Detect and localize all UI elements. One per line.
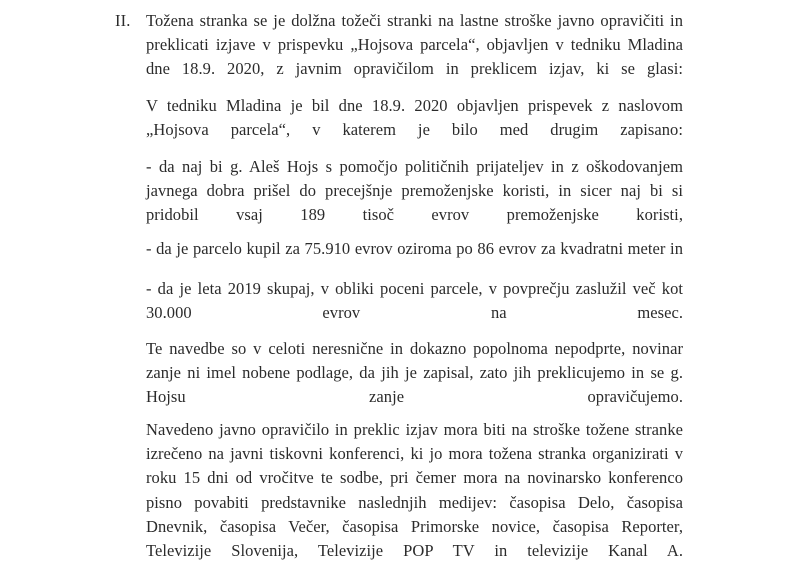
clause-lead-paragraph: Tožena stranka se je dolžna tožeči stranki na lastne stroške javno opravičiti in preklicati izjave v prispevku „Hojsova parcela“, objavljen v tedniku Mladina dne 18.9. 2020, z javnim opravičilom in preklicem izjav, ki se glasi: [146,11,683,79]
paragraph-text: Te navedbe so v celoti neresnične in dokazno popolnoma nepodprte, novinar zanje ni imel nobene podlage, da jih je zapisal, zato jih preklicujemo in se g. Hojsu zanje opravičujemo. [146,339,683,407]
clause-body [146,9,683,106]
paragraph-text: V tedniku Mladina je bil dne 18.9. 2020 objavljen prispevek z naslovom „Hojsova parcela“, v katerem je bilo med drugim zapisano: [146,96,683,140]
paragraph-text: - da naj bi g. Aleš Hojs s pomočjo političnih prijateljev in z oškodovanjem javnega dobra prišel do precejšnje premoženjske koristi, in sicer naj bi si pridobil vsaj 189 tisoč evrov premoženjske koristi, [146,157,683,225]
paragraph-order [146,418,683,587]
clause-item-ii [115,9,683,106]
paragraph-text: - da je leta 2019 skupaj, v obliki poceni parcele, v povprečju zaslužil več kot 30.000 evrov na mesec. [146,279,683,323]
clause-marker: II. [115,11,131,30]
paragraph-text: - da je parcelo kupil za 75.910 evrov oziroma po 86 evrov za kvadratni meter in [146,239,683,258]
paragraph-text: Navedeno javno opravičilo in preklic izjav mora biti na stroške tožene stranke izrečeno na javni tiskovni konferenci, ki jo mora tožena stranka organizirati v roku 15 dni od vročitve te sodbe, pri čemer mora na novinarsko konferenco pisno povabiti predstavnike naslednjih medijev: časopisa Delo, časopisa Dnevnik, časopisa Večer, časopisa Primorske novice, časopisa Reporter, Televizije Slovenija, Televizije POP TV in televizije Kanal A. [146,420,683,561]
